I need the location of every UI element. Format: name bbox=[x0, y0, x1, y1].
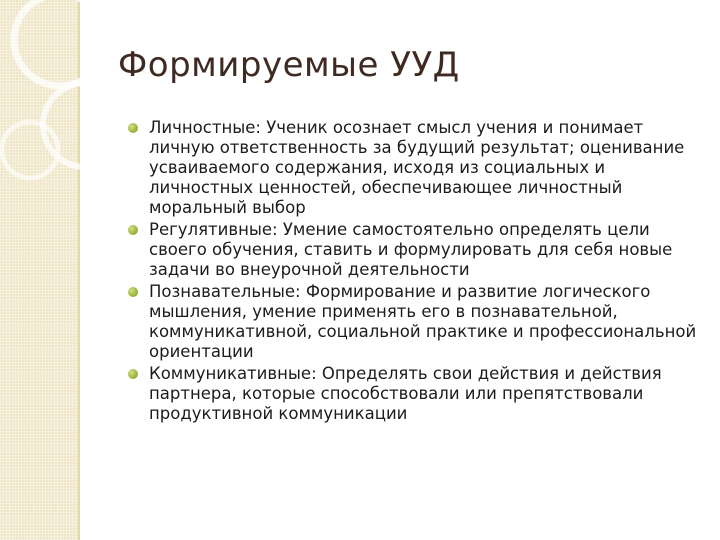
bullet-text: Познавательные: Формирование и развитие логического мышления, умение применять его в познавательной, коммуникативной, социальной практике и профессиональной ориентации bbox=[149, 282, 697, 361]
bullet-text: Коммуникативные: Определять свои действия и действия партнера, которые способствовали или препятствовали продуктивной коммуникации bbox=[149, 364, 662, 423]
bullet-dot-icon bbox=[128, 287, 138, 297]
bullet-dot-icon bbox=[128, 225, 138, 235]
slide-content bbox=[128, 118, 698, 426]
bullet-list bbox=[128, 118, 698, 424]
bullet-text: Регулятивные: Умение самостоятельно определять цели своего обучения, ставить и формулировать для себя новые задачи во внеурочной деятельности bbox=[149, 220, 673, 279]
bullet-item-cognitive bbox=[128, 282, 698, 362]
decorative-circles bbox=[0, 0, 120, 200]
bullet-item-personal bbox=[128, 118, 698, 218]
bullet-item-communicative bbox=[128, 364, 698, 424]
bullet-text: Личностные: Ученик осознает смысл учения и понимает личную ответственность за будущий результат; оценивание усваиваемого содержания, исходя из социальных и личностных ценностей, обеспечивающее личностный моральный выбор bbox=[149, 118, 685, 217]
bullet-dot-icon bbox=[128, 369, 138, 379]
slide-title: Формируемые УУД bbox=[118, 45, 460, 85]
bullet-dot-icon bbox=[128, 123, 138, 133]
bullet-item-regulatory bbox=[128, 220, 698, 280]
